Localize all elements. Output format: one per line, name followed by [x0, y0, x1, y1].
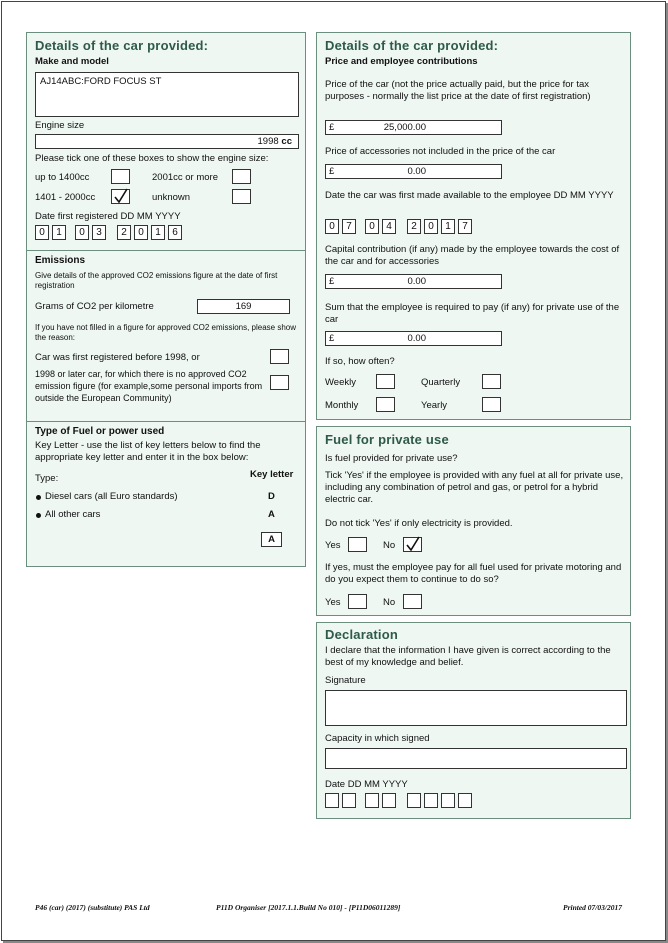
option-2001-more-label: 2001cc or more	[152, 172, 219, 183]
monthly-checkbox[interactable]	[376, 397, 395, 412]
capital-contribution-label: Capital contribution (if any) made by the employee towards the cost of the car and for accessories	[325, 244, 620, 267]
engine-size-label: Engine size	[35, 120, 85, 131]
co2-label: Grams of CO2 per kilometre	[35, 301, 154, 312]
engine-size-field[interactable]	[35, 134, 299, 149]
section-divider	[27, 421, 305, 422]
bullet-icon	[36, 513, 41, 518]
price-label: Price of the car (not the price actually paid, but the price for tax purposes - normally the list price at the date of first registration)	[325, 79, 591, 102]
footer-form-ref: P46 (car) (2017) (substitute) PAS Ltd	[35, 903, 150, 912]
date-available-label: Date the car was first made available to the employee DD MM YYYY	[325, 190, 614, 201]
fuel-pay-question: If yes, must the employee pay for all fuel used for private motoring and do you expect them to continue to do so?	[325, 562, 622, 585]
date-registered-digit[interactable]: 0	[75, 225, 89, 240]
engine-size-value: 1998	[257, 136, 279, 147]
make-model-value: AJ14ABC:FORD FOCUS ST	[40, 76, 162, 87]
section-divider	[27, 250, 305, 251]
private-use-sum-value: 0.00	[407, 333, 426, 344]
date-available-digit[interactable]: 1	[441, 219, 455, 234]
fuel-do-not-tick-text: Do not tick 'Yes' if only electricity is provided.	[325, 518, 513, 529]
monthly-label: Monthly	[325, 400, 359, 411]
date-signed-digit[interactable]	[407, 793, 421, 808]
option-up-to-1400-label: up to 1400cc	[35, 172, 90, 183]
date-available-digit[interactable]: 4	[382, 219, 396, 234]
currency-symbol: £	[329, 122, 335, 133]
fuel-yes-label: Yes	[325, 540, 341, 551]
reason-no-figure-label: 1998 or later car, for which there is no approved CO2 emission figure (for example,some personal imports from outside the European Community)	[35, 369, 263, 403]
emissions-description: Give details of the approved CO2 emissions figure at the date of first registration	[35, 271, 278, 290]
fuel-yes-checkbox[interactable]	[348, 537, 367, 552]
private-use-sum-field[interactable]	[325, 331, 502, 346]
date-signed-digit[interactable]	[382, 793, 396, 808]
type-label: Type:	[35, 473, 59, 484]
weekly-checkbox[interactable]	[376, 374, 395, 389]
currency-symbol: £	[329, 333, 335, 344]
currency-symbol: £	[329, 276, 335, 287]
signature-label: Signature	[325, 675, 366, 686]
checkmark-icon	[114, 188, 128, 204]
option-1401-2000-label: 1401 - 2000cc	[35, 192, 96, 203]
price-panel-subtitle: Price and employee contributions	[325, 56, 478, 67]
date-registered-digit[interactable]: 3	[92, 225, 106, 240]
date-available-digit[interactable]: 0	[325, 219, 339, 234]
date-registered-digit[interactable]: 1	[52, 225, 66, 240]
fuel-item-diesel: Diesel cars (all Euro standards)	[45, 491, 178, 502]
fuel-question: Is fuel provided for private use?	[325, 453, 458, 464]
accessories-label: Price of accessories not included in the price of the car	[325, 146, 556, 157]
price-value: 25,000.00	[383, 122, 426, 133]
weekly-label: Weekly	[325, 377, 356, 388]
fuel-type-title: Type of Fuel or power used	[35, 426, 165, 437]
date-signed-digit[interactable]	[441, 793, 455, 808]
fuel-no-label: No	[383, 540, 396, 551]
date-registered-label: Date first registered DD MM YYYY	[35, 211, 181, 222]
fuel-tick-yes-text: Tick 'Yes' if the employee is provided with any fuel at all for private use, including any combination of petrol and gas, or petrol for a hybrid electric car.	[325, 470, 624, 505]
price-panel-title: Details of the car provided:	[325, 38, 499, 53]
date-available-digit[interactable]: 7	[458, 219, 472, 234]
co2-value: 169	[235, 301, 252, 312]
pay-no-checkbox[interactable]	[403, 594, 422, 609]
yearly-label: Yearly	[421, 400, 448, 411]
capital-contribution-field[interactable]	[325, 274, 502, 289]
capital-contribution-value: 0.00	[407, 276, 426, 287]
currency-symbol: £	[329, 166, 335, 177]
date-available-digit[interactable]: 2	[407, 219, 421, 234]
fuel-private-use-panel	[316, 426, 631, 616]
pay-no-label: No	[383, 597, 396, 608]
fuel-key-field[interactable]	[261, 532, 282, 547]
car-details-title: Details of the car provided:	[35, 38, 209, 53]
option-2001-more-checkbox[interactable]	[232, 169, 251, 184]
co2-field[interactable]	[197, 299, 290, 314]
option-1401-2000-checkbox[interactable]	[111, 189, 130, 204]
capacity-label: Capacity in which signed	[325, 733, 430, 744]
signature-field[interactable]	[325, 690, 627, 726]
reason-pre-1998-checkbox[interactable]	[270, 349, 289, 364]
fuel-panel-title: Fuel for private use	[325, 432, 449, 447]
reason-no-figure-checkbox[interactable]	[270, 375, 289, 390]
fuel-item-other: All other cars	[45, 509, 101, 520]
make-model-field[interactable]	[35, 72, 299, 117]
date-registered-digit[interactable]: 2	[117, 225, 131, 240]
car-details-panel	[26, 32, 306, 567]
option-unknown-checkbox[interactable]	[232, 189, 251, 204]
make-model-label: Make and model	[35, 56, 109, 67]
date-registered-digit[interactable]: 0	[134, 225, 148, 240]
capacity-field[interactable]	[325, 748, 627, 769]
date-available-digit[interactable]: 0	[365, 219, 379, 234]
private-use-sum-label: Sum that the employee is required to pay (if any) for private use of the car	[325, 302, 620, 325]
date-registered-digit[interactable]: 6	[168, 225, 182, 240]
key-letter-label: Key letter	[250, 469, 294, 480]
accessories-field[interactable]	[325, 164, 502, 179]
bullet-icon	[36, 495, 41, 500]
option-unknown-label: unknown	[152, 192, 191, 203]
declaration-text: I declare that the information I have given is correct according to the best of my knowledge and belief.	[325, 645, 611, 668]
checkmark-icon	[406, 536, 420, 552]
date-signed-digit[interactable]	[342, 793, 356, 808]
pay-yes-checkbox[interactable]	[348, 594, 367, 609]
quarterly-label: Quarterly	[421, 377, 461, 388]
date-available-digit[interactable]: 7	[342, 219, 356, 234]
engine-size-unit: cc	[281, 136, 292, 147]
date-signed-label: Date DD MM YYYY	[325, 779, 408, 790]
accessories-value: 0.00	[407, 166, 426, 177]
date-signed-digit[interactable]	[458, 793, 472, 808]
no-figure-text: If you have not filled in a figure for approved CO2 emissions, please show the reason:	[35, 323, 297, 342]
declaration-panel	[316, 622, 631, 819]
price-contributions-panel	[316, 32, 631, 420]
fuel-key-value: A	[268, 534, 275, 545]
tick-instruction: Please tick one of these boxes to show the engine size:	[35, 153, 269, 164]
price-field[interactable]	[325, 120, 502, 135]
yearly-checkbox[interactable]	[482, 397, 501, 412]
emissions-title: Emissions	[35, 255, 86, 266]
date-available-digit[interactable]: 0	[424, 219, 438, 234]
fuel-item-diesel-key: D	[268, 491, 275, 502]
date-signed-digit[interactable]	[365, 793, 379, 808]
how-often-label: If so, how often?	[325, 356, 395, 367]
date-signed-digit[interactable]	[325, 793, 339, 808]
footer-build-info: P11D Organiser [2017.1.1.Build No 010] - [P11D06011289]	[216, 903, 401, 912]
date-registered-digit[interactable]: 1	[151, 225, 165, 240]
declaration-title: Declaration	[325, 627, 399, 642]
date-registered-digit[interactable]: 0	[35, 225, 49, 240]
quarterly-checkbox[interactable]	[482, 374, 501, 389]
footer-printed-date: Printed 07/03/2017	[563, 903, 622, 912]
fuel-no-checkbox[interactable]	[403, 537, 422, 552]
pay-yes-label: Yes	[325, 597, 341, 608]
reason-pre-1998-label: Car was first registered before 1998, or	[35, 352, 200, 363]
fuel-item-other-key: A	[268, 509, 275, 520]
date-signed-digit[interactable]	[424, 793, 438, 808]
option-up-to-1400-checkbox[interactable]	[111, 169, 130, 184]
fuel-type-description: Key Letter - use the list of key letters below to find the appropriate key letter and enter it in the box below:	[35, 440, 261, 463]
